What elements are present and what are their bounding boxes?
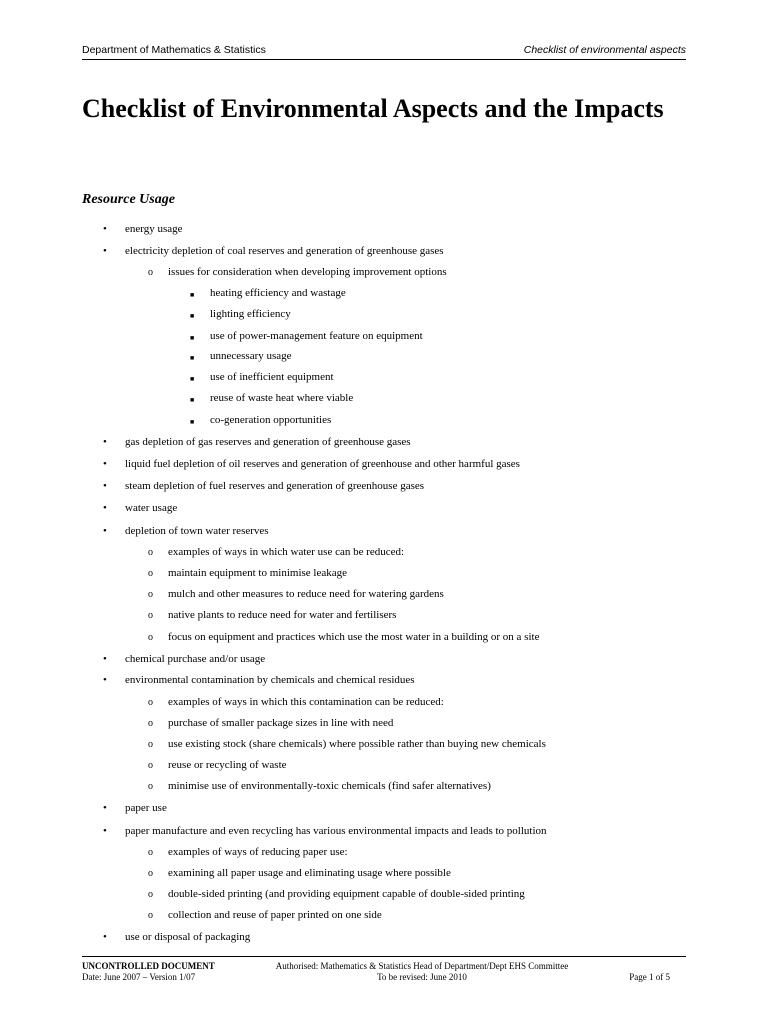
date-version: Date: June 2007 – Version 1/07	[82, 972, 196, 982]
bullet-icon: o	[148, 589, 153, 600]
bullet-icon: o	[148, 632, 153, 643]
list-item	[148, 631, 540, 644]
list-item	[190, 330, 423, 343]
list-item-text: paper use	[125, 802, 167, 814]
list-item-text: chemical purchase and/or usage	[125, 653, 266, 665]
list-item	[148, 759, 287, 772]
bullet-icon: ■	[190, 354, 195, 362]
list-item	[148, 696, 444, 709]
bullet-icon: o	[148, 868, 153, 879]
bullet-icon: ■	[190, 418, 195, 426]
list-item-text: mulch and other measures to reduce need for watering gardens	[168, 588, 444, 600]
list-item-text: use of power-management feature on equipment	[210, 330, 423, 342]
list-item	[148, 846, 348, 859]
list-item	[148, 780, 491, 793]
list-item	[103, 502, 178, 515]
list-item-text: reuse or recycling of waste	[168, 759, 287, 771]
list-item	[148, 609, 397, 622]
list-item-text: co-generation opportunities	[210, 414, 332, 426]
list-item-text: unnecessary usage	[210, 350, 292, 362]
page-header	[82, 44, 686, 60]
list-item-text: examples of ways of reducing paper use:	[168, 846, 348, 858]
list-item-text: steam depletion of fuel reserves and generation of greenhouse gases	[125, 480, 425, 492]
list-item-text: energy usage	[125, 223, 183, 235]
list-item	[190, 350, 292, 363]
list-item-text: heating efficiency and wastage	[210, 287, 346, 299]
list-item	[148, 588, 444, 601]
revision-date: To be revised: June 2010	[377, 972, 467, 982]
bullet-icon: •	[103, 223, 107, 235]
bullet-icon: o	[148, 697, 153, 708]
list-item	[103, 931, 251, 944]
list-item-text: use of inefficient equipment	[210, 371, 334, 383]
bullet-icon: ■	[190, 334, 195, 342]
list-item	[190, 392, 354, 405]
bullet-icon: o	[148, 718, 153, 729]
bullet-icon: o	[148, 760, 153, 771]
list-item	[103, 674, 415, 687]
list-item-text: lighting efficiency	[210, 308, 291, 320]
list-item-text: use or disposal of packaging	[125, 931, 251, 943]
page-footer	[82, 956, 686, 989]
list-item	[190, 371, 334, 384]
list-item-text: focus on equipment and practices which use the most water in a building or on a site	[168, 631, 540, 643]
list-item-text: examples of ways in which water use can be reduced:	[168, 546, 405, 558]
document-status: UNCONTROLLED DOCUMENT	[82, 961, 215, 971]
bullet-icon: •	[103, 458, 107, 470]
list-item-text: native plants to reduce need for water and fertilisers	[168, 609, 397, 621]
bullet-icon: •	[103, 653, 107, 665]
list-item	[103, 525, 269, 538]
list-item	[103, 223, 183, 236]
bullet-icon: ■	[190, 396, 195, 404]
bullet-icon: ■	[190, 312, 195, 320]
list-item-text: depletion of town water reserves	[125, 525, 269, 537]
bullet-icon: o	[148, 568, 153, 579]
bullet-icon: •	[103, 480, 107, 492]
list-item-text: purchase of smaller package sizes in line with need	[168, 717, 394, 729]
list-item	[148, 717, 394, 730]
bullet-icon: •	[103, 825, 107, 837]
list-item	[103, 802, 167, 815]
list-item	[103, 245, 444, 258]
bullet-icon: •	[103, 436, 107, 448]
list-item	[103, 436, 411, 449]
list-item	[148, 546, 405, 559]
list-item	[190, 308, 291, 321]
page-number: Page 1 of 5	[629, 972, 670, 982]
list-item	[148, 867, 451, 880]
list-item-text: environmental contamination by chemicals and chemical residues	[125, 674, 415, 686]
list-item	[103, 653, 266, 666]
list-item	[103, 480, 425, 493]
bullet-icon: ■	[190, 375, 195, 383]
bullet-icon: •	[103, 502, 107, 514]
list-item	[190, 287, 346, 300]
list-item-text: liquid fuel depletion of oil reserves and generation of greenhouse and other harmful gases	[125, 458, 520, 470]
list-item-text: collection and reuse of paper printed on one side	[168, 909, 382, 921]
bullet-icon: o	[148, 847, 153, 858]
list-item-text: water usage	[125, 502, 178, 514]
list-item	[103, 825, 547, 838]
bullet-icon: o	[148, 781, 153, 792]
list-item-text: reuse of waste heat where viable	[210, 392, 354, 404]
department-name: Department of Mathematics & Statistics	[82, 44, 266, 56]
list-item-text: use existing stock (share chemicals) where possible rather than buying new chemicals	[168, 738, 546, 750]
list-item-text: paper manufacture and even recycling has various environmental impacts and leads to pollution	[125, 825, 547, 837]
list-item	[148, 888, 525, 901]
list-item-text: maintain equipment to minimise leakage	[168, 567, 348, 579]
list-item	[148, 266, 447, 279]
authorised-by: Authorised: Mathematics & Statistics Head of Department/Dept EHS Committee	[275, 961, 569, 971]
list-item	[148, 738, 546, 751]
bullet-icon: •	[103, 525, 107, 537]
bullet-icon: o	[148, 739, 153, 750]
bullet-icon: •	[103, 245, 107, 257]
list-item-text: double-sided printing (and providing equipment capable of double-sided printing	[168, 888, 525, 900]
list-item	[103, 458, 520, 471]
bullet-icon: •	[103, 674, 107, 686]
list-item	[148, 909, 382, 922]
list-item	[148, 567, 348, 580]
list-item-text: issues for consideration when developing improvement options	[168, 266, 447, 278]
list-item-text: minimise use of environmentally-toxic chemicals (find safer alternatives)	[168, 780, 491, 792]
section-title: Resource Usage	[82, 192, 175, 207]
document-short-title: Checklist of environmental aspects	[523, 44, 686, 56]
page-title: Checklist of Environmental Aspects and the Impacts	[82, 94, 664, 123]
bullet-icon: o	[148, 910, 153, 921]
bullet-icon: o	[148, 889, 153, 900]
bullet-icon: o	[148, 547, 153, 558]
bullet-icon: •	[103, 931, 107, 943]
list-item-text: examples of ways in which this contamination can be reduced:	[168, 696, 444, 708]
list-item	[190, 414, 332, 427]
bullet-icon: •	[103, 802, 107, 814]
list-item-text: gas depletion of gas reserves and generation of greenhouse gases	[125, 436, 411, 448]
list-item-text: examining all paper usage and eliminating usage where possible	[168, 867, 451, 879]
bullet-icon: ■	[190, 291, 195, 299]
bullet-icon: o	[148, 267, 153, 278]
bullet-icon: o	[148, 610, 153, 621]
list-item-text: electricity depletion of coal reserves and generation of greenhouse gases	[125, 245, 444, 257]
